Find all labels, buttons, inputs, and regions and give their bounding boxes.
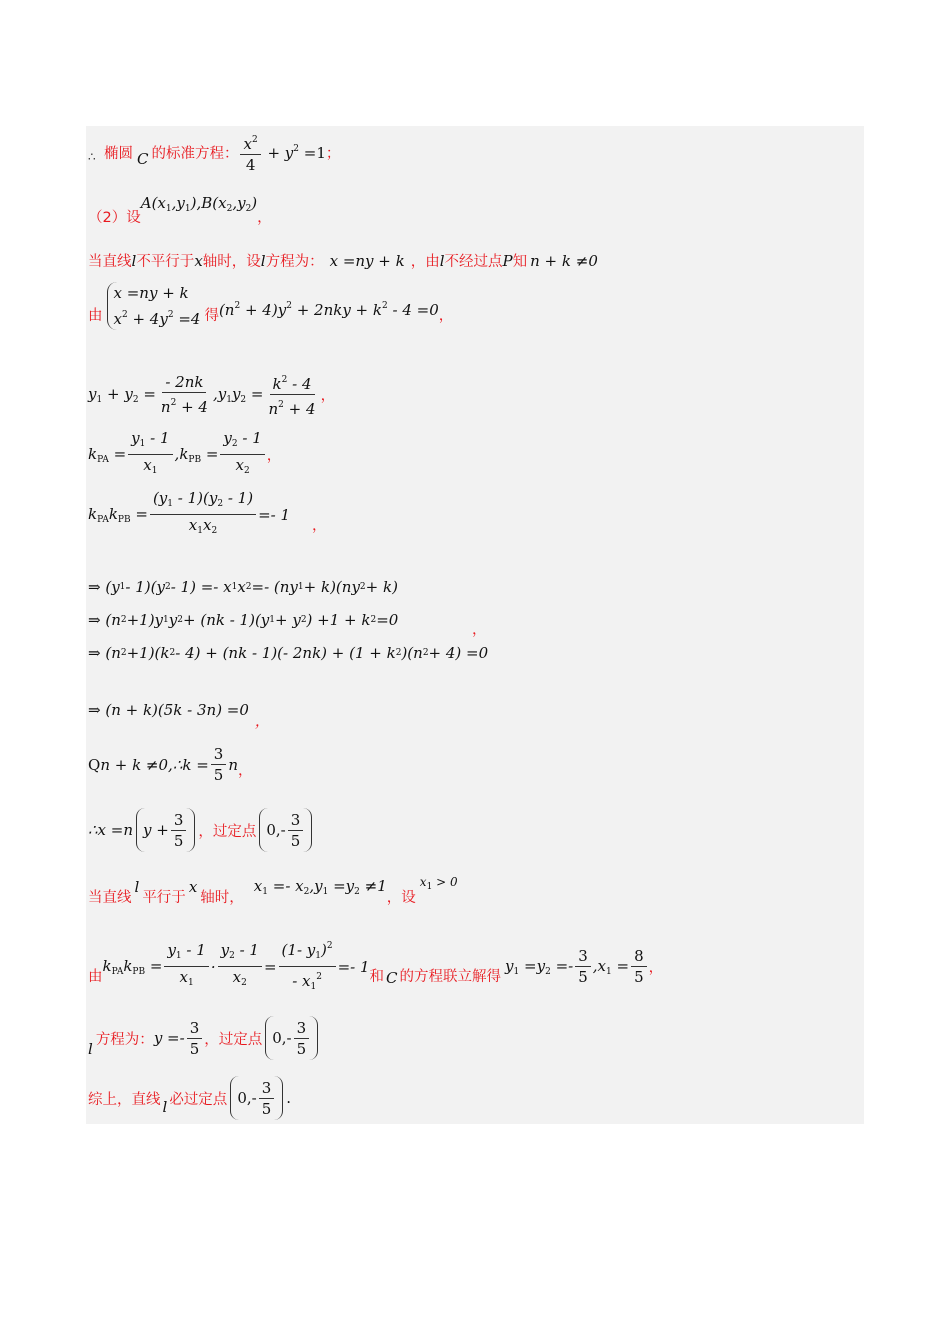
line-l-equation: l 方程为： y =- $\frac{3}{5}$ ，过定点 0,- $\frac{3}{5}$ [88, 1016, 321, 1060]
line-vieta: $y_1 + y_2$ = $\frac{- 2nk}{n^2 + 4}$ $,y_1y_2$ = $\frac{k^2 - 4}{n^2 + 4}$ ， [88, 373, 336, 418]
line-system: 由 x =ny + k $x^2 + 4y^2 =4$ 得 $(n^2 + 4)y^2 + 2nky + k^2 - 4 =0$ ， [88, 284, 454, 328]
line-final: 综上，直线 l 必过定点 0,- $\frac{3}{5}$ . [88, 1076, 291, 1120]
line-factored: ⇒ (n + k)(5k - 3n) =0 ， [88, 700, 270, 730]
therefore-dots: ∴ [88, 150, 96, 164]
line-fixed-point-1: ∴x =n y + $\frac{3}{5}$ ，过定点 0,- $\frac{3}{5}$ [88, 808, 315, 852]
line-k-value: Q n + k ≠0,∴k = $\frac{3}{5}$ n ， [88, 745, 253, 784]
line-solve: 由 $k_{PA}k_{PB}$ = $\frac{y_1 - 1}{x_1}$ · $\frac{y_2 - 1}{x_2}$ = $\frac{(1- y_1)^2}{- x_1^2}$ =- 1 和 C 的方程联立解得 $y_1 =y_2$ =- $\frac{3}{5}$ $,x_1$ = $\frac{8}{5}$ ， [88, 938, 663, 995]
block-comma: ， [472, 622, 487, 638]
line-product: $k_{PA}k_{PB}$ = $\frac{(y_1 - 1)(y_2 - 1)}{x_1x_2}$ =- 1 ， [88, 489, 327, 536]
line-parallel-case: 当直线 l 平行于 x 轴时， $x_1 =- x_2,y_1 =y_2 \ne 1$ ，设 $x_1 > 0$ [88, 875, 458, 906]
line-not-parallel: 当直线 l 不平行于 x 轴时，设 l 方程为： x =ny + k ，由 l 不经过点 P 知 n + k ≠0 [88, 251, 598, 270]
line-ellipse: 椭圆 C 的标准方程： $\frac{x^2}{4}$ + $y^2 =1$ ； [104, 132, 340, 173]
implication-block: ⇒ (y 1 - 1)(y 2 - 1) =- x 1 x 2 =- (ny 1 + k)(ny 2 + k) ⇒ (n 2 +1)y 1 y 2 + (nk - 1)(y 1 + y 2 ) +1 + k 2 =0 ⇒ (n 2 +1)(k 2 - 4) + (nk - 1)(- 2nk) + (1 + k 2 )(n 2 + 4) =0 [88, 577, 489, 662]
line-set-points: （2）设 $A(x_1,y_1),B(x_2,y_2)$ ， [88, 193, 272, 226]
line-slopes: $k_{PA}$ = $\frac{y_1 - 1}{x_1}$ $,k_{PB}$ = $\frac{y_2 - 1}{x_2}$ ， [88, 429, 282, 476]
